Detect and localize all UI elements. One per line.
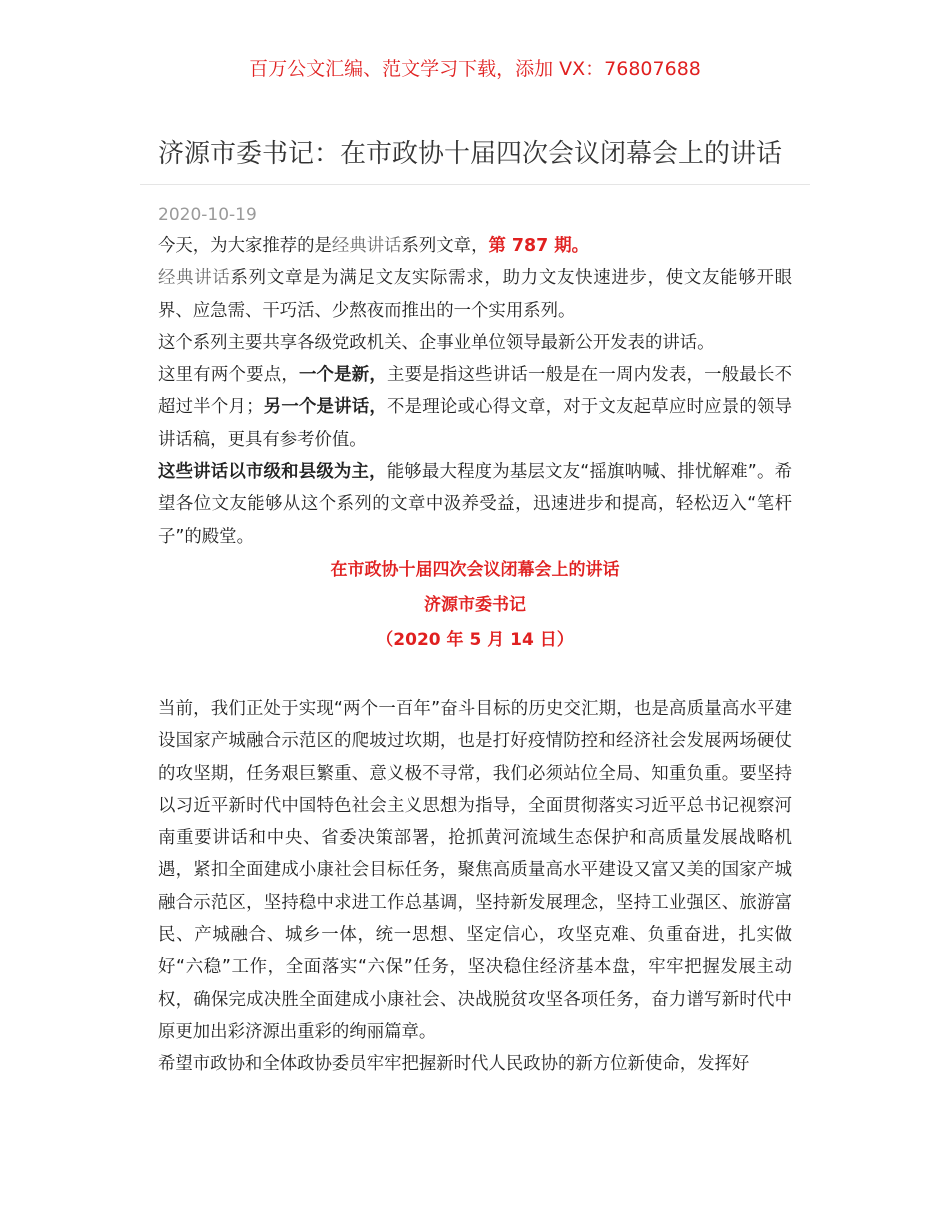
speech-speaker: 济源市委书记 xyxy=(424,594,526,615)
point-speech: 另一个是讲话， xyxy=(263,397,388,418)
intro-paragraph-4 xyxy=(158,359,792,456)
speech-paragraph-2: 希望市政协和全体政协委员牢牢把握新时代人民政协的新方位新使命，发挥好 xyxy=(158,1054,750,1075)
intro-5-emphasis: 这些讲话以市级和县级为主， xyxy=(158,462,387,483)
speech-heading xyxy=(158,553,792,658)
intro-4-a: 这里有两个要点， xyxy=(158,365,299,386)
issue-number: 第 787 期。 xyxy=(488,236,590,256)
point-new: 一个是新， xyxy=(298,365,388,386)
article-body xyxy=(158,230,792,1081)
series-name: 经典讲话 xyxy=(331,236,402,256)
speech-title: 在市政协十届四次会议闭幕会上的讲话 xyxy=(330,559,620,580)
title-divider xyxy=(140,184,810,185)
intro-paragraph-3: 这个系列主要共享各级党政机关、企事业单位领导最新公开发表的讲话。 xyxy=(158,332,715,353)
intro-4-c: 主要是指这些讲话一般是在一周内发表，一般最长不超过半个月； xyxy=(158,365,792,418)
intro-paragraph-1 xyxy=(158,230,792,262)
article-date: 2020-10-19 xyxy=(158,205,257,225)
series-name: 经典讲话 xyxy=(158,268,231,289)
intro-4-e: 不是理论或心得文章，对于文友起草应时应景的领导讲话稿，更具有参考价值。 xyxy=(158,397,792,450)
intro-1-prefix: 今天，为大家推荐的是 xyxy=(158,236,332,256)
intro-2-text: 系列文章是为满足文友实际需求，助力文友快速进步，使文友能够开眼界、应急需、干巧活、少熬夜而推出的一个实用系列。 xyxy=(158,268,792,321)
article-title: 济源市委书记：在市政协十届四次会议闭幕会上的讲话 xyxy=(158,139,783,169)
intro-5-text: 能够最大程度为基层文友“摇旗呐喊、排忧解难”。希望各位文友能够从这个系列的文章中汲养受益，迅速进步和提高，轻松迈入“笔杆子”的殿堂。 xyxy=(158,462,792,547)
intro-paragraph-5 xyxy=(158,456,792,553)
intro-1-middle: 系列文章， xyxy=(401,236,489,256)
spacer xyxy=(158,658,792,693)
promo-banner: 百万公文汇编、范文学习下载，添加 VX：76807688 xyxy=(249,58,701,80)
intro-paragraph-2 xyxy=(158,262,792,327)
speech-date: （2020 年 5 月 14 日） xyxy=(376,629,574,650)
speech-paragraph-1: 当前，我们正处于实现“两个一百年”奋斗目标的历史交汇期，也是高质量高水平建设国家产城融合示范区的爬坡过坎期，也是打好疫情防控和经济社会发展两场硬仗的攻坚期，任务艰巨繁重、意义极不寻常，我们必须站位全局、知重负重。要坚持以习近平新时代中国特色社会主义思想为指导，全面贯彻落实习近平总书记视察河南重要讲话和中央、省委决策部署，抢抓黄河流域生态保护和高质量发展战略机遇，紧扣全面建成小康社会目标任务，聚焦高质量高水平建设又富又美的国家产城融合示范区，坚持稳中求进工作总基调，坚持新发展理念，坚持工业强区、旅游富民、产城融合、城乡一体，统一思想、坚定信心，攻坚克难、负重奋进，扎实做好“六稳”工作，全面落实“六保”任务，坚决稳住经济基本盘，牢牢把握发展主动权，确保完成决胜全面建成小康社会、决战脱贫攻坚各项任务，奋力谱写新时代中原更加出彩济源出重彩的绚丽篇章。 xyxy=(158,698,792,1042)
